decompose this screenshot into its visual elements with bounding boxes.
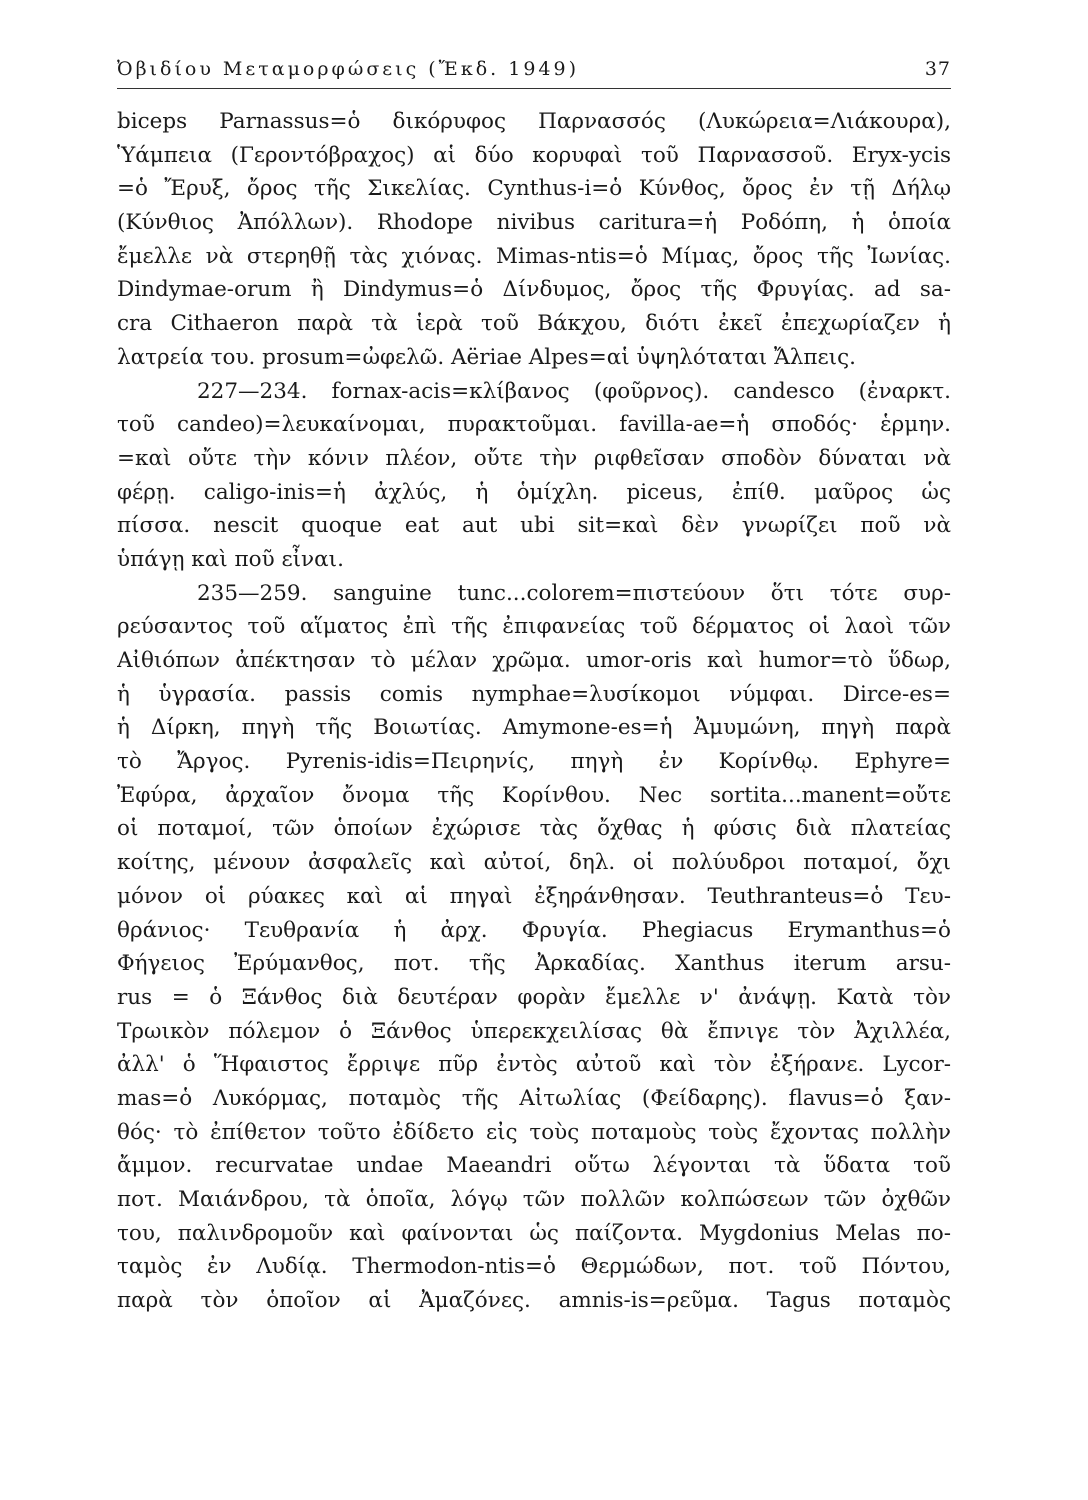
text-line: ἡ Δίρκη, πηγὴ τῆς Βοιωτίας. Amymone-es=ἡ Ἀμυμώνη, πηγὴ παρὰ [117,715,951,741]
page [117,58,951,1318]
page-number: 37 [924,58,951,80]
text-line: =καὶ οὔτε τὴν κόνιν πλέον, οὔτε τὴν ριφθεῖσαν σποδὸν δύναται νὰ [117,445,951,471]
text-line: ἡ ὑγρασία. passis comis nymphae=λυσίκομοι νύμφαι. Dirce-es= [117,681,951,707]
text-line: Τρωικὸν πόλεμον ὁ Ξάνθος ὑπερεκχειλίσας θὰ ἔπνιγε τὸν Ἀχιλλέα, [117,1018,951,1044]
text-line: mas=ὁ Λυκόρμας, ποταμὸς τῆς Αἰτωλίας (Φείδαρης). flavus=ὁ ξαν- [117,1085,951,1111]
running-head [117,58,951,89]
text-line: οἱ ποταμοί, τῶν ὁποίων ἐχώρισε τὰς ὄχθας ἡ φύσις διὰ πλατείας [117,816,951,842]
text-line: μόνον οἱ ρύακες καὶ αἱ πηγαὶ ἐξηράνθησαν. Teuthranteus=ὁ Τευ- [117,883,951,909]
text-line: ρεύσαντος τοῦ αἵματος ἐπὶ τῆς ἐπιφανείας τοῦ δέρματος οἱ λαοὶ τῶν [117,614,951,640]
text-line: 235—259. sanguine tunc...colorem=πιστεύουν ὅτι τότε συρ- [197,580,951,606]
text-line: Ἐφύρα, ἀρχαῖον ὄνομα τῆς Κορίνθου. Nec sortita...manent=οὔτε [117,782,951,808]
text-line: λατρεία του. prosum=ὠφελῶ. Aëriae Alpes=αἱ ὑψηλόταται Ἄλπεις. [117,344,856,370]
text-line: =ὁ Ἔρυξ, ὄρος τῆς Σικελίας. Cynthus-i=ὁ Κύνθος, ὄρος ἐν τῇ Δήλῳ [117,176,951,202]
text-line: ἀλλ' ὁ Ἥφαιστος ἔρριψε πῦρ ἐντὸς αὐτοῦ καὶ τὸν ἐξήρανε. Lycor- [117,1052,951,1078]
text-line: rus = ὁ Ξάνθος διὰ δευτέραν φορὰν ἔμελλε ν' ἀνάψῃ. Κατὰ τὸν [117,984,951,1010]
text-line: 227—234. fornax-acis=κλίβανος (φοῦρνος). candesco (ἐναρκτ. [197,378,951,404]
body-text [117,105,951,1318]
text-line: Φήγειος Ἐρύμανθος, ποτ. τῆς Ἀρκαδίας. Xanthus iterum arsu- [117,951,951,977]
text-line: φέρῃ. caligo-inis=ἡ ἀχλύς, ἡ ὁμίχλη. piceus, ἐπίθ. μαῦρος ὡς [117,479,951,505]
text-line: cra Cithaeron παρὰ τὰ ἱερὰ τοῦ Βάκχου, διότι ἐκεῖ ἐπεχωρίαζεν ἡ [117,311,951,337]
text-line: (Κύνθιος Ἀπόλλων). Rhodope nivibus caritura=ἡ Ροδόπη, ἡ ὁποία [117,210,951,236]
text-line: τὸ Ἄργος. Pyrenis-idis=Πειρηνίς, πηγὴ ἐν Κορίνθῳ. Ephyre= [117,749,951,775]
text-line: biceps Parnassus=ὁ δικόρυφος Παρνασσός (Λυκώρεια=Λιάκουρα), [117,109,951,134]
text-line: τοῦ candeo)=λευκαίνομαι, πυρακτοῦμαι. favilla-ae=ἡ σποδός· ἑρμην. [117,412,951,438]
text-line: θράνιος· Τευθρανία ἡ ἀρχ. Φρυγία. Phegiacus Erymanthus=ὁ [117,917,951,943]
text-line: ὑπάγῃ καὶ ποῦ εἶναι. [117,546,344,572]
text-line: κοίτης, μένουν ἀσφαλεῖς καὶ αὐτοί, δηλ. οἱ πολύυδροι ποταμοί, ὄχι [117,850,951,876]
text-line: πίσσα. nescit quoque eat aut ubi sit=καὶ δὲν γνωρίζει ποῦ νὰ [117,513,951,539]
text-line: θός· τὸ ἐπίθετον τοῦτο ἐδίδετο εἰς τοὺς ποταμοὺς τοὺς ἔχοντας πολλὴν [117,1119,951,1145]
text-line: του, παλινδρομοῦν καὶ φαίνονται ὡς παίζοντα. Mygdonius Melas πο- [117,1220,951,1246]
text-line: ἔμελλε νὰ στερηθῇ τὰς χιόνας. Mimas-ntis=ὁ Μίμας, ὄρος τῆς Ἰωνίας. [117,243,951,269]
header-title: Ὀβιδίου Μεταμορφώσεις (Ἔκδ. 1949) [117,58,579,80]
text-line: Ὑάμπεια (Γεροντόβραχος) αἱ δύο κορυφαὶ τοῦ Παρνασσοῦ. Eryx-ycis [117,142,951,168]
text-line: ταμὸς ἐν Λυδίᾳ. Thermodon-ntis=ὁ Θερμώδων, ποτ. τοῦ Πόντου, [117,1254,951,1280]
text-line: Αἰθιόπων ἀπέκτησαν τὸ μέλαν χρῶμα. umor-oris καὶ humor=τὸ ὕδωρ, [117,648,951,673]
text-line: παρὰ τὸν ὁποῖον αἱ Ἀμαζόνες. amnis-is=ρεῦμα. Tagus ποταμὸς [117,1288,951,1314]
text-line: ποτ. Μαιάνδρου, τὰ ὁποῖα, λόγῳ τῶν πολλῶν κολπώσεων τῶν ὀχθῶν [117,1187,951,1212]
text-line: ἄμμον. recurvatae undae Maeandri οὕτω λέγονται τὰ ὕδατα τοῦ [117,1153,951,1179]
text-line: Dindymae-orum ἢ Dindymus=ὁ Δίνδυμος, ὄρος τῆς Φρυγίας. ad sa- [117,277,951,303]
